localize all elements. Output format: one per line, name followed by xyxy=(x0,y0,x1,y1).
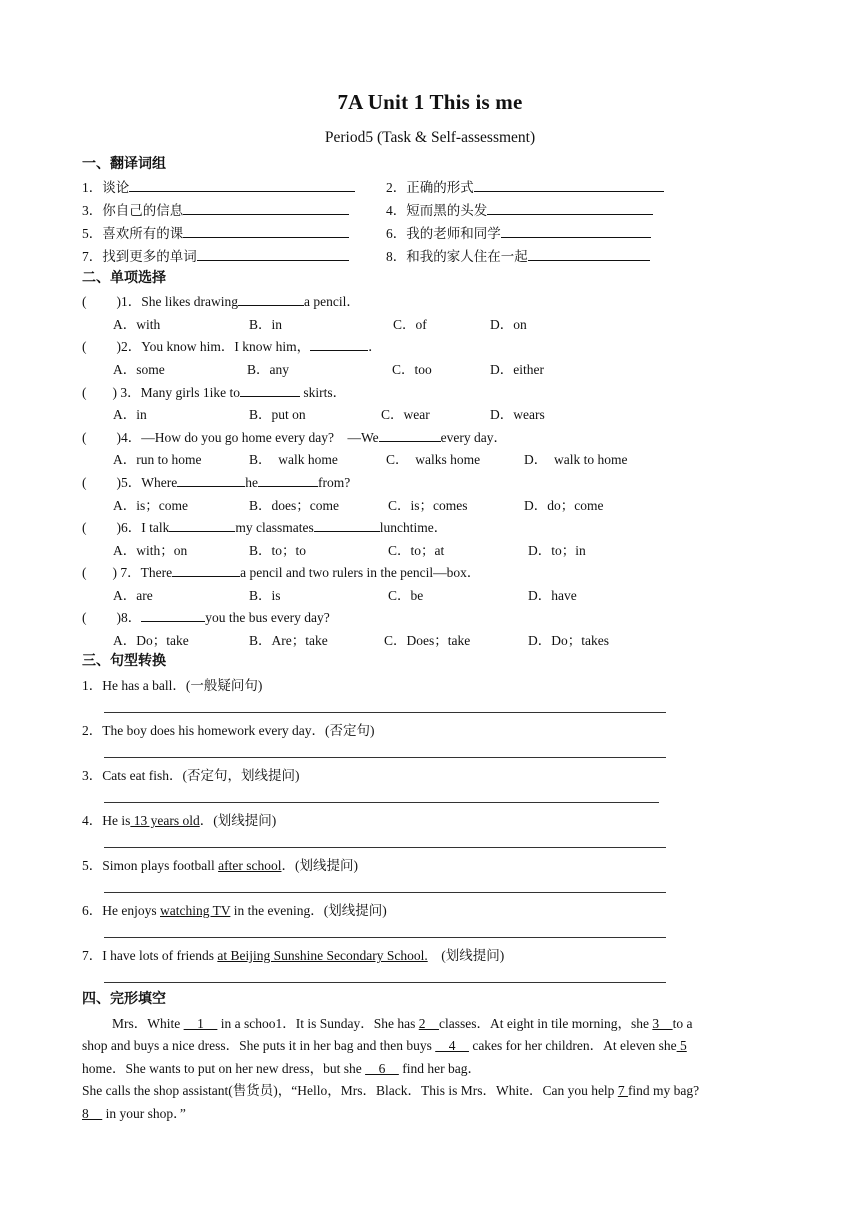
section-heading-choice: 二、单项选择 xyxy=(82,270,166,286)
phrase-item: 3．你自己的信息 xyxy=(82,199,349,219)
option: C．too xyxy=(392,362,432,377)
option: C．be xyxy=(388,588,424,603)
cloze-line: home．She wants to put on her new dress，but she 6 find her bag． xyxy=(82,1061,481,1076)
section-heading-translate: 一、翻译词组 xyxy=(82,156,166,172)
cloze-line: 8 in your shop．” xyxy=(82,1106,186,1121)
cloze-line: shop and buys a nice dress．She puts it in her bag and then buys 4 cakes for her children．At eleven she 5 xyxy=(82,1038,687,1053)
question-row: ( )4．—How do you go home every day? —We every day． xyxy=(82,426,507,446)
question-row: ( )6．I talk my classmates lunchtime． xyxy=(82,516,447,536)
answer-line xyxy=(104,981,666,983)
transform-item: 4．He is 13 years old．(划线提问) xyxy=(82,813,277,828)
option: B．is xyxy=(249,588,281,603)
transform-item: 6．He enjoys watching TV in the evening．(划线提问) xyxy=(82,903,387,918)
question-row: ( )1．She likes drawing a pencil． xyxy=(82,290,360,310)
phrase-item: 1．谈论 xyxy=(82,176,355,196)
option: C． walks home xyxy=(386,452,481,467)
option: B． walk home xyxy=(249,452,338,467)
answer-line xyxy=(104,936,666,938)
phrase-item: 7．找到更多的单词 xyxy=(82,245,349,265)
option: A．run to home xyxy=(113,452,202,467)
option: C．is；comes xyxy=(388,498,468,513)
option: A．some xyxy=(113,362,165,377)
question-row: ( ) 7．There a pencil and two rulers in the pencil—box． xyxy=(82,561,480,581)
option: D．to；in xyxy=(528,543,586,558)
answer-line xyxy=(104,891,666,893)
option: C．to；at xyxy=(388,543,445,558)
question-row: ( )8． you the bus every day? xyxy=(82,606,330,626)
option: B．in xyxy=(249,317,283,332)
option: C．Does；take xyxy=(384,633,471,648)
transform-item: 5．Simon plays football after school．(划线提问) xyxy=(82,858,358,873)
page-subtitle: Period5 (Task & Self-assessment) xyxy=(324,129,536,146)
cloze-line: Mrs．White 1 in a schoo1．It is Sunday．She has 2 classes．At eight in tile morning，she 3 to a xyxy=(112,1016,693,1031)
option: C．wear xyxy=(381,407,430,422)
question-row: ( ) 3．Many girls 1ike to skirts． xyxy=(82,381,346,401)
option: B．does；come xyxy=(249,498,339,513)
transform-item: 1．He has a ball．(一般疑问句) xyxy=(82,678,263,693)
option: A．in xyxy=(113,407,147,422)
question-row: ( )2．You know him．I know him， ． xyxy=(82,335,382,355)
answer-line xyxy=(104,711,666,713)
option: A．with xyxy=(113,317,161,332)
option: B．put on xyxy=(249,407,306,422)
option: D．on xyxy=(490,317,527,332)
option: D．have xyxy=(528,588,577,603)
option: A．Do；take xyxy=(113,633,189,648)
transform-item: 7．I have lots of friends at Beijing Sunshine Secondary School. (划线提问) xyxy=(82,948,505,963)
phrase-item: 4．短而黑的头发 xyxy=(386,199,653,219)
answer-line xyxy=(104,846,666,848)
section-heading-cloze: 四、完形填空 xyxy=(82,991,166,1007)
cloze-line: She calls the shop assistant(售货员)，“Hello，Mrs．Black．This is Mrs．White．Can you help 7 find my bag? xyxy=(82,1083,700,1098)
phrase-item: 6．我的老师和同学 xyxy=(386,222,651,242)
transform-item: 2．The boy does his homework every day．(否定句) xyxy=(82,723,375,738)
section-heading-transform: 三、句型转换 xyxy=(82,653,166,669)
option: A．with；on xyxy=(113,543,188,558)
option: C．of xyxy=(393,317,427,332)
option: B．to；to xyxy=(249,543,307,558)
phrase-item: 2．正确的形式 xyxy=(386,176,664,196)
option: D．wears xyxy=(490,407,545,422)
option: A．is；come xyxy=(113,498,188,513)
option: D．Do；takes xyxy=(528,633,609,648)
option: D． walk to home xyxy=(524,452,628,467)
question-row: ( )5．Where he from? xyxy=(82,471,350,491)
phrase-item: 5．喜欢所有的课 xyxy=(82,222,349,242)
option: B．any xyxy=(247,362,289,377)
option: D．either xyxy=(490,362,544,377)
answer-line xyxy=(104,801,659,803)
phrase-item: 8．和我的家人住在一起 xyxy=(386,245,650,265)
option: D．do；come xyxy=(524,498,604,513)
option: B．Are；take xyxy=(249,633,328,648)
option: A．are xyxy=(113,588,153,603)
page-title: 7A Unit 1 This is me xyxy=(337,90,523,114)
answer-line xyxy=(104,756,666,758)
transform-item: 3．Cats eat fish．(否定句，划线提问) xyxy=(82,768,300,783)
